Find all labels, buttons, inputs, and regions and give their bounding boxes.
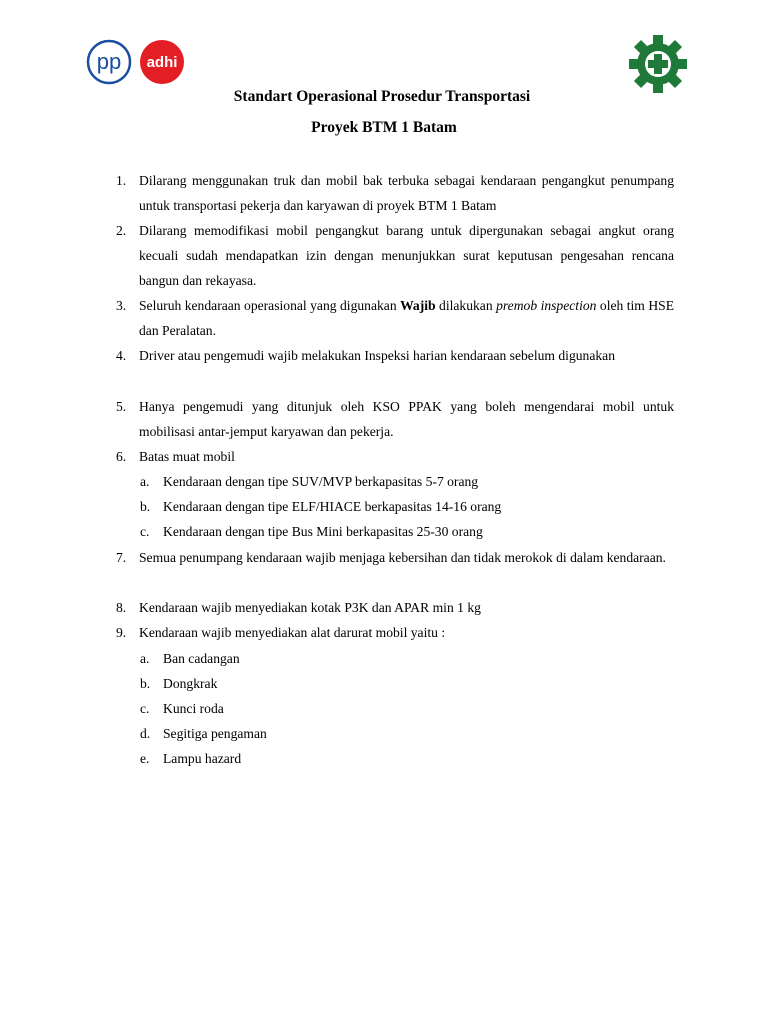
list-number: 1. bbox=[116, 173, 127, 188]
list-item: Kendaraan wajib menyediakan kotak P3K dan APAR min 1 kg bbox=[139, 600, 481, 615]
list-item bbox=[139, 293, 674, 343]
sub-list-item: Kendaraan dengan tipe Bus Mini berkapasitas 25-30 orang bbox=[163, 524, 483, 539]
list-item: Dilarang menggunakan truk dan mobil bak terbuka sebagai kendaraan pengangkut penumpang untuk transportasi pekerja dan karyawan di proyek BTM 1 Batam bbox=[139, 173, 674, 214]
adhi-logo-text: adhi bbox=[146, 54, 178, 71]
list-item: Semua penumpang kendaraan wajib menjaga kebersihan dan tidak merokok di dalam kendaraan. bbox=[139, 550, 666, 565]
list-item-text: oleh tim HSE dan Peralatan. bbox=[139, 298, 674, 339]
list-item-bold-text: Wajib bbox=[400, 298, 436, 313]
list-item: Dilarang memodifikasi mobil pengangkut barang untuk dipergunakan sebagai angkut orang kecuali sudah mendapatkan izin dengan menunjukkan surat keputusan pengesahan rencana bangun dan rekayasa. bbox=[139, 223, 674, 289]
sub-list-letter: a. bbox=[140, 474, 150, 489]
sub-list-letter: a. bbox=[140, 651, 150, 666]
sub-list-letter: b. bbox=[140, 499, 151, 514]
sub-list-item: Kunci roda bbox=[163, 701, 224, 716]
pp-logo-icon bbox=[86, 39, 132, 85]
sub-list-item: Kendaraan dengan tipe SUV/MVP berkapasitas 5-7 orang bbox=[163, 474, 479, 489]
sub-list-item: Segitiga pengaman bbox=[163, 726, 267, 741]
adhi-logo bbox=[138, 39, 186, 85]
list-number: 9. bbox=[116, 625, 127, 640]
document-subtitle: Proyek BTM 1 Batam bbox=[311, 119, 457, 136]
list-item: Kendaraan wajib menyediakan alat darurat mobil yaitu : bbox=[139, 625, 446, 640]
list-number: 4. bbox=[116, 348, 127, 363]
pp-logo bbox=[86, 39, 132, 85]
adhi-logo-icon bbox=[138, 39, 186, 85]
sub-list-letter: c. bbox=[140, 701, 150, 716]
k3-safety-cross-gear-icon bbox=[628, 34, 688, 94]
document-title: Standart Operasional Prosedur Transportasi bbox=[233, 88, 531, 105]
sub-list-item: Dongkrak bbox=[163, 676, 218, 691]
list-number: 6. bbox=[116, 449, 127, 464]
list-item-text: dilakukan bbox=[435, 298, 497, 313]
pp-logo-text: pp bbox=[96, 49, 122, 74]
sub-list-letter: e. bbox=[140, 751, 150, 766]
sub-list-item: Kendaraan dengan tipe ELF/HIACE berkapasitas 14-16 orang bbox=[163, 499, 502, 514]
sub-list-item: Lampu hazard bbox=[163, 751, 242, 766]
list-item-italic-text: premob inspection bbox=[496, 298, 597, 313]
list-item-text: Seluruh kendaraan operasional yang digunakan bbox=[139, 298, 401, 313]
list-number: 8. bbox=[116, 600, 127, 615]
list-number: 2. bbox=[116, 223, 127, 238]
list-item: Batas muat mobil bbox=[139, 449, 235, 464]
list-item: Hanya pengemudi yang ditunjuk oleh KSO PPAK yang boleh mengendarai mobil untuk mobilisasi antar-jemput karyawan dan pekerja. bbox=[139, 399, 674, 440]
sub-list-letter: b. bbox=[140, 676, 151, 691]
sub-list-letter: c. bbox=[140, 524, 150, 539]
sub-list-letter: d. bbox=[140, 726, 151, 741]
k3-logo bbox=[628, 34, 688, 94]
list-item: Driver atau pengemudi wajib melakukan Inspeksi harian kendaraan sebelum digunakan bbox=[139, 348, 615, 363]
sub-list-item: Ban cadangan bbox=[163, 651, 240, 666]
list-number: 7. bbox=[116, 550, 127, 565]
list-number: 5. bbox=[116, 399, 127, 414]
list-number: 3. bbox=[116, 298, 127, 313]
